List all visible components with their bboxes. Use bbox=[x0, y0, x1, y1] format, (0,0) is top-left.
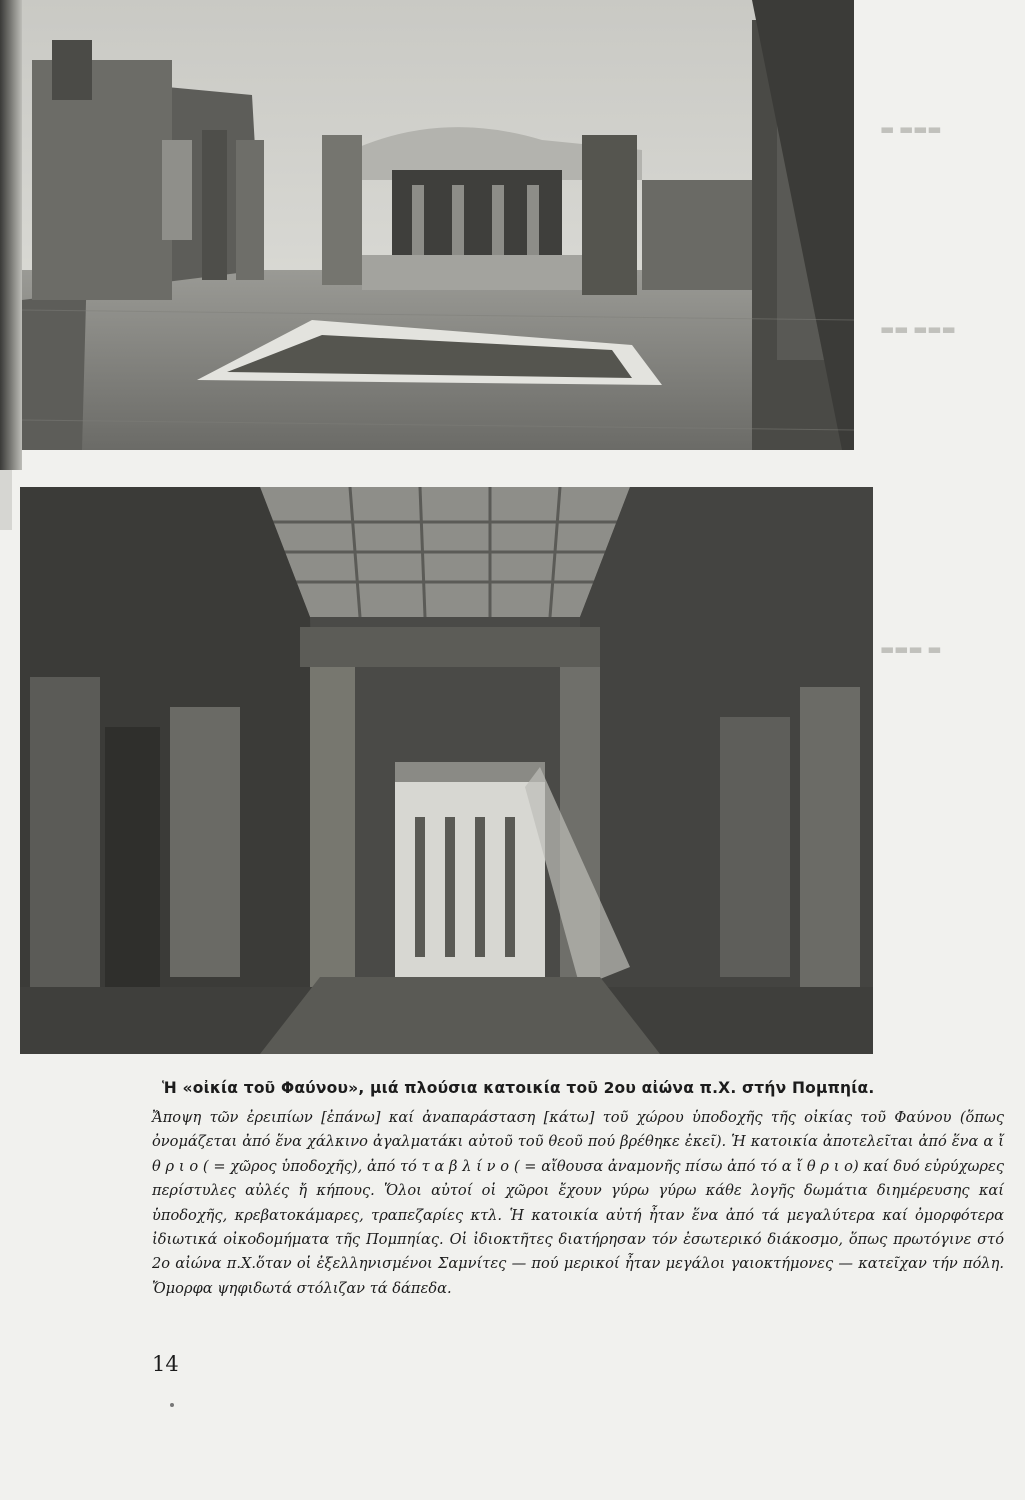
ruins-photo bbox=[22, 0, 854, 450]
reconstruction-drawing-icon bbox=[20, 487, 873, 1054]
page-edge-shadow bbox=[0, 0, 22, 470]
show-through-text: ▬▬▬ ▬ bbox=[880, 640, 942, 658]
ink-dot bbox=[170, 1403, 174, 1407]
caption-body bbox=[152, 1106, 1004, 1301]
show-through-text: ▬▬ ▬▬▬ bbox=[880, 320, 956, 338]
show-through-text: ▬ ▬▬▬ bbox=[880, 120, 942, 138]
ruins-photo-icon bbox=[22, 0, 854, 450]
caption-title: Ἡ «οἰκία τοῦ Φαύνου», μιά πλούσια κατοικία τοῦ 2ου αἰώνα π.Χ. στήν Πομπηία. bbox=[162, 1079, 875, 1097]
page-number: 14 bbox=[152, 1352, 179, 1376]
reconstruction-drawing bbox=[20, 487, 873, 1054]
caption-text: Ἄποψη τῶν ἐρειπίων [ἐπάνω] καί ἀναπαράσταση [κάτω] τοῦ χώρου ὑποδοχῆς τῆς οἰκίας τοῦ Φαύνου (ὅπως ὀνομάζεται ἀπό ἕνα χάλκινο ἀγαλματάκι αὐτοῦ τοῦ θεοῦ πού βρέθηκε ἐκεῖ). Ἡ κατοικία ἀποτελεῖται ἀπό ἕνα α ἴ θ ρ ι ο ( = χῶρος ὑποδοχῆς), ἀπό τό τ α β λ ί ν ο ( = αἴθουσα ἀναμονῆς πίσω ἀπό τό α ἴ θ ρ ι ο) καί δυό εὐρύχωρες περίστυλες αὐλές ἤ κήπους. Ὅλοι αὐτοί οἱ χῶροι ἔχουν γύρω γύρω κάθε λογῆς δωμάτια διημέρευσης καί ὑποδοχῆς, κρεβατοκάμαρες, τραπεζαρίες κτλ. Ἡ κατοικία αὐτή ἦταν ἕνα ἀπό τά μεγαλύτερα καί ὀμορφότερα ἰδιωτικά οἰκοδομήματα τῆς Πομπηίας. Οἱ ἰδιοκτῆτες διατήρησαν τόν ἐσωτερικό διάκοσμο, ὅπως πρωτόγινε στό 2ο αἰώνα π.Χ.ὅταν οἱ ἐξελληνισμένοι Σαμνίτες — πού μερικοί ἦταν μεγάλοι γαιοκτήμονες — κατεῖχαν τήν πόλη. Ὄμορφα ψηφιδωτά στόλιζαν τά δάπεδα. bbox=[152, 1109, 1004, 1297]
page-edge-shadow bbox=[0, 470, 12, 530]
